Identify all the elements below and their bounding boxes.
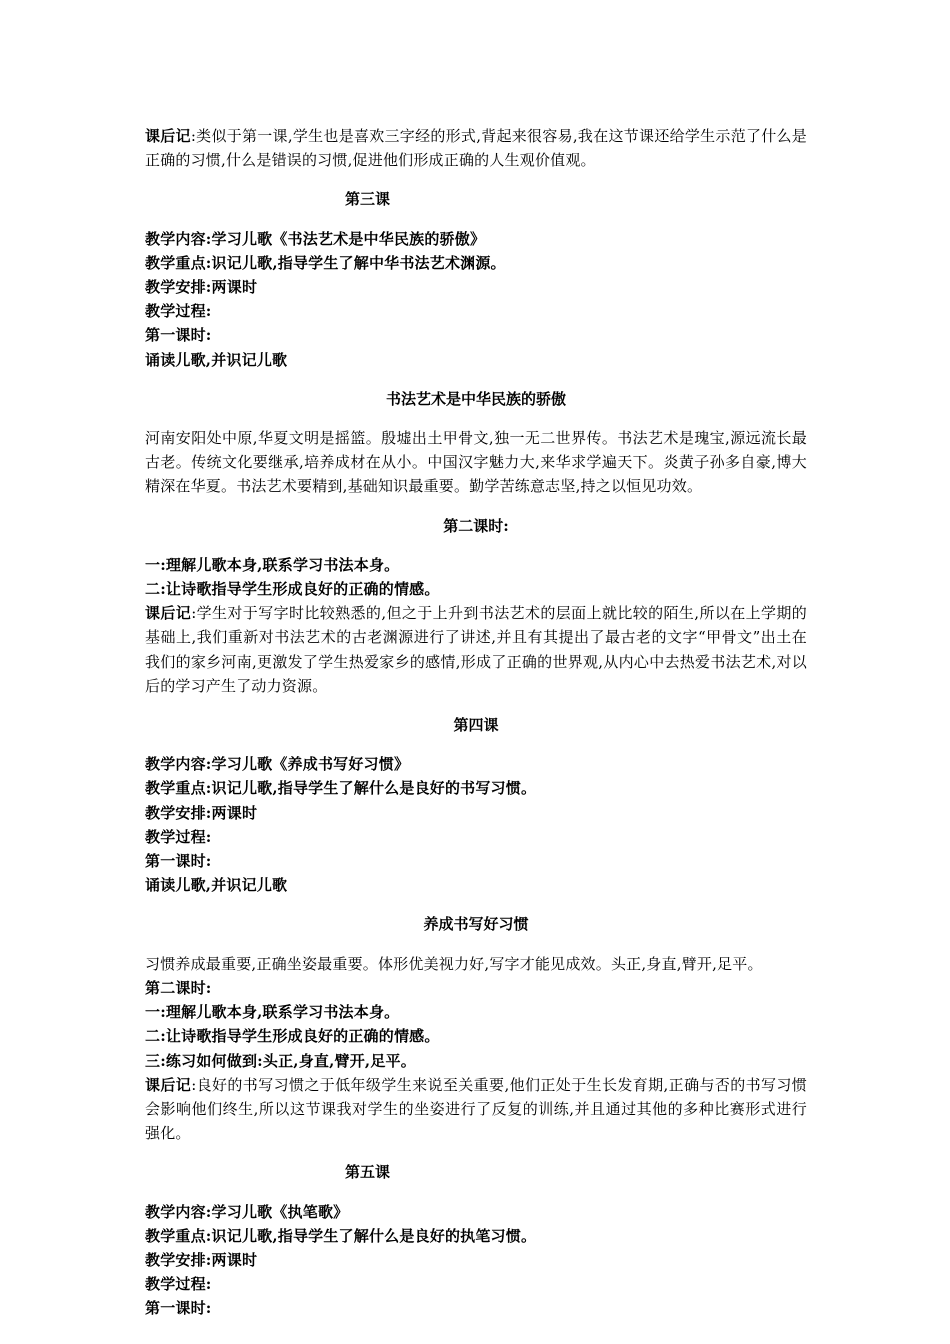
lesson-3-period-1: 第一课时: [145,326,212,345]
lesson-4-recite: 诵读儿歌,并识记儿歌 [145,876,288,895]
lesson-3-poem-title: 书法艺术是中华民族的骄傲 [385,389,566,408]
lesson-3-poem: 河南安阳处中原,华夏文明是摇篮。殷墟出土甲骨文,独一无二世界传。书法艺术是瑰宝,源远流长最古老。传统文化要继承,培养成材在从小。中国汉字魅力大,来华求学遍天下。炎黄子孙多自豪,博大精深在华夏。书法艺术要精到,基础知识最重要。勤学苦练意志坚,持之以恒见功效。 [145,429,807,496]
note-text: :良好的书写习惯之于低年级学生来说至关重要,他们正处于生长发育期,正确与否的书写习惯会影响他们终生,所以这节课我对学生的坐姿进行了反复的训练,并且通过其他的多种比赛形式进行强化。 [145,1075,807,1143]
lesson-5-process: 教学过程: [145,1275,212,1294]
lesson-3-process: 教学过程: [145,302,212,321]
lesson-3-after-class-note [145,601,807,698]
lesson-4-period-1: 第一课时: [145,852,212,871]
note-label: 课后记 [145,127,191,145]
after-class-note-2 [145,124,807,172]
lesson-5-title: 第五课 [345,1163,391,1182]
lesson-4-focus: 教学重点:识记儿歌,指导学生了解什么是良好的书写习惯。 [145,779,537,798]
lesson-3-recite: 诵读儿歌,并识记儿歌 [145,350,288,369]
lesson-5-content: 教学内容:学习儿歌《执笔歌》 [145,1202,349,1221]
lesson-4-step-1: 一:理解儿歌本身,联系学习书法本身。 [145,1003,400,1022]
lesson-4-after-class-note [145,1073,807,1146]
lesson-4-process: 教学过程: [145,827,212,846]
lesson-3-period-2: 第二课时: [443,516,509,535]
lesson-3-focus: 教学重点:识记儿歌,指导学生了解中华书法艺术渊源。 [145,253,506,272]
lesson-5-focus: 教学重点:识记儿歌,指导学生了解什么是良好的执笔习惯。 [145,1226,537,1245]
lesson-3-arrangement: 教学安排:两课时 [145,278,258,297]
note-label: 课后记 [145,1075,192,1094]
lesson-4-period-2: 第二课时: [145,978,212,997]
lesson-3-title: 第三课 [345,190,391,209]
lesson-4-content: 教学内容:学习儿歌《养成书写好习惯》 [145,755,410,774]
lesson-5-arrangement: 教学安排:两课时 [145,1250,258,1269]
lesson-5-period-1: 第一课时: [145,1299,212,1318]
lesson-4-step-3: 三:练习如何做到:头正,身直,臂开,足平。 [145,1051,416,1070]
lesson-4-step-2: 二:让诗歌指导学生形成良好的正确的情感。 [145,1027,440,1046]
lesson-4-poem-title: 养成书写好习惯 [423,915,529,934]
lesson-4-poem: 习惯养成最重要,正确坐姿最重要。体形优美视力好,写字才能见成效。头正,身直,臂开,足平。 [145,954,763,973]
lesson-3-content: 教学内容:学习儿歌《书法艺术是中华民族的骄傲》 [145,229,486,248]
lesson-3-step-2: 二:让诗歌指导学生形成良好的正确的情感。 [145,580,440,599]
note-text: :学生对于写字时比较熟悉的,但之于上升到书法艺术的层面上就比较的陌生,所以在上学期的基础上,我们重新对书法艺术的古老渊源进行了讲述,并且有其提出了最古老的文字“甲骨文”出土在我们的家乡河南,更激发了学生热爱家乡的感情,形成了正确的世界观,从内心中去热爱书法艺术,对以后的学习产生了动力资源。 [145,604,807,695]
lesson-4-arrangement: 教学安排:两课时 [145,803,258,822]
lesson-4-title: 第四课 [453,716,499,735]
note-label: 课后记 [145,604,192,623]
lesson-3-step-1: 一:理解儿歌本身,联系学习书法本身。 [145,555,400,574]
document-page [145,124,807,1321]
note-text: :类似于第一课,学生也是喜欢三字经的形式,背起来很容易,我在这节课还给学生示范了什么是正确的习惯,什么是错误的习惯,促进他们形成正确的人生观价值观。 [145,127,807,170]
